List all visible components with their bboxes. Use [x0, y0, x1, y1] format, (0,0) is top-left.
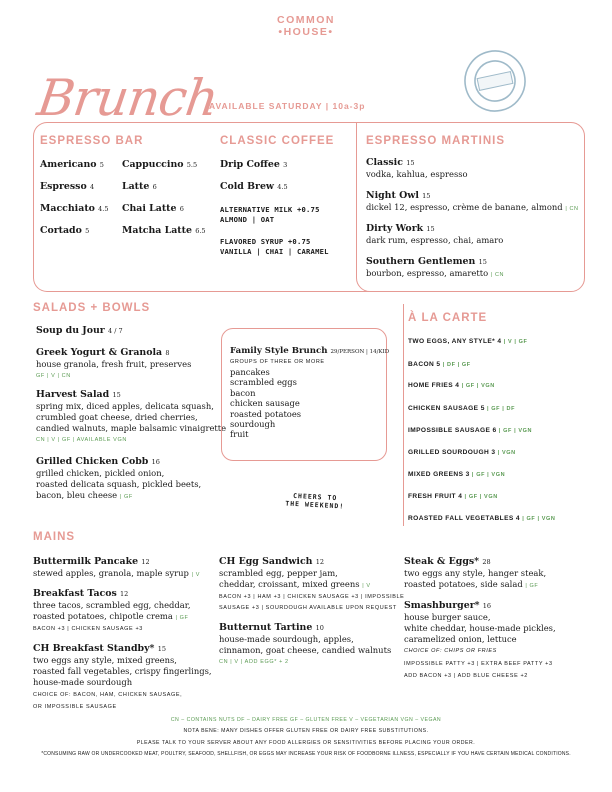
availability-text: AVAILABLE SATURDAY | 10a-3p: [209, 101, 366, 111]
menu-item: Soup du Jour 4 / 7: [36, 325, 123, 336]
add-ons: IMPOSSIBLE PATTY +3 | EXTRA BEEF PATTY +3 ADD BACON +3 | ADD BLUE CHEESE +2: [404, 661, 553, 679]
menu-item: Smashburger* 16: [404, 600, 492, 611]
menu-item: Greek Yogurt & Granola 8: [36, 347, 170, 358]
a-la-carte-item: TWO EGGS, ANY STYLE* 4 | V | GF: [408, 338, 528, 345]
logo-line-1: COMMON: [277, 14, 335, 26]
item-description: stewed apples, granola, maple syrup | V: [33, 568, 201, 578]
diet-legend: CN – CONTAINS NUTS DF – DAIRY FREE GF – GLUTEN FREE V – VEGETARIAN VGN – VEGAN: [170, 717, 442, 723]
logo-line-2: •HOUSE•: [278, 26, 334, 38]
item-description: vodka, kahlua, espresso: [366, 169, 468, 179]
menu-item: Southern Gentlemen 15: [366, 256, 487, 267]
menu-item: Matcha Latte 6.5: [122, 225, 206, 236]
menu-item: Dirty Work 15: [366, 223, 435, 234]
stamp-seal: [462, 48, 528, 114]
mains-title: MAINS: [33, 531, 76, 543]
menu-item: Buttermilk Pancake 12: [33, 556, 150, 567]
a-la-carte-title: À LA CARTE: [408, 312, 488, 324]
item-description: dickel 12, espresso, crème de banane, almond | CN: [366, 202, 579, 212]
a-la-carte-item: IMPOSSIBLE SAUSAGE 6 | GF | VGN: [408, 427, 533, 434]
menu-item: CH Egg Sandwich 12: [219, 556, 325, 567]
a-la-carte-item: FRESH FRUIT 4 | GF | VGN: [408, 493, 498, 500]
a-la-carte-item: CHICKEN SAUSAGE 5 | GF | DF: [408, 405, 516, 412]
menu-item: Drip Coffee 3: [220, 159, 288, 170]
page-title: Brunch: [33, 69, 222, 127]
espresso-bar-title: ESPRESSO BAR: [40, 135, 144, 147]
menu-item: Cold Brew 4.5: [220, 181, 288, 192]
item-description: two eggs any style, mixed greens, roasted fall vegetables, crispy fingerlings, house-made sourdough: [33, 655, 212, 687]
menu-item: Steak & Eggs* 28: [404, 556, 491, 567]
item-description: scrambled egg, pepper jam, cheddar, croissant, mixed greens | V: [219, 568, 371, 589]
menu-item: Grilled Chicken Cobb 16: [36, 456, 160, 467]
choice-note: CHOICE OF: BACON, HAM, CHICKEN SAUSAGE, OR IMPOSSIBLE SAUSAGE: [33, 692, 183, 710]
item-description: two eggs any style, hanger steak, roasted potatoes, side salad | GF: [404, 568, 547, 589]
menu-item: Espresso 4: [40, 181, 95, 192]
menu-item: Family Style Brunch 29/PERSON | 14/KID: [230, 346, 390, 356]
a-la-carte-item: BACON 5 | DF | GF: [408, 361, 471, 368]
raw-food-warning: *CONSUMING RAW OR UNDERCOOKED MEAT, POULTRY, SEAFOOD, SHELLFISH, OR EGGS MAY INCREASE YOUR RISK OF FOODBORNE ILLNESS, ESPECIALLY IF YOU HAVE CERTAIN MEDICAL CONDITIONS.: [41, 751, 571, 757]
menu-item: Harvest Salad 15: [36, 389, 121, 400]
a-la-carte-divider: [403, 304, 404, 526]
menu-item: Classic 15: [366, 157, 415, 168]
menu-item: Butternut Tartine 10: [219, 622, 324, 633]
allergy-note: PLEASE TALK TO YOUR SERVER ABOUT ANY FOOD ALLERGIES OR SENSITIVITIES BEFORE PLACING YOUR ORDER.: [136, 740, 476, 746]
menu-item: Breakfast Tacos 12: [33, 588, 129, 599]
item-description: spring mix, diced apples, delicata squash, crumbled goat cheese, dried cherries, candied walnuts, maple balsamic vinaigrette: [36, 401, 227, 433]
a-la-carte-item: ROASTED FALL VEGETABLES 4 | GF | VGN: [408, 515, 556, 522]
menu-item: CH Breakfast Standby* 15: [33, 643, 166, 654]
a-la-carte-item: MIXED GREENS 3 | GF | VGN: [408, 471, 506, 478]
item-description: three tacos, scrambled egg, cheddar, roasted potatoes, chipotle crema | GF: [33, 600, 191, 621]
choice-note: CHOICE OF: CHIPS OR FRIES: [404, 648, 497, 654]
salads-title: SALADS + BOWLS: [33, 302, 151, 314]
menu-item: Cortado 5: [40, 225, 90, 236]
menu-item: Cappuccino 5.5: [122, 159, 198, 170]
menu-item: Chai Latte 6: [122, 203, 184, 214]
family-items: pancakes scrambled eggs bacon chicken sausage roasted potatoes sourdough fruit: [230, 367, 302, 440]
item-description: house granola, fresh fruit, preserves: [36, 359, 192, 369]
alt-milk-note: ALTERNATIVE MILK +0.75 ALMOND | OAT: [220, 205, 320, 224]
item-description: grilled chicken, pickled onion, roasted delicata squash, pickled beets, bacon, bleu cheese | GF: [36, 468, 202, 500]
item-description: bourbon, espresso, amaretto | CN: [366, 268, 505, 278]
logo: [268, 14, 344, 38]
espresso-martinis-title: ESPRESSO MARTINIS: [366, 135, 506, 147]
add-ons: BACON +3 | HAM +3 | CHICKEN SAUSAGE +3 | IMPOSSIBLE SAUSAGE +3 | SOURDOUGH AVAILABLE UPON REQUEST: [219, 594, 405, 611]
diet-tags: CN | V | ADD EGG* + 2: [219, 659, 289, 665]
cheers-note: CHEERS TO THE WEEKEND!: [285, 491, 345, 511]
syrup-note: FLAVORED SYRUP +0.75 VANILLA | CHAI | CARAMEL: [220, 237, 329, 256]
a-la-carte-item: GRILLED SOURDOUGH 3 | VGN: [408, 449, 516, 456]
item-description: dark rum, espresso, chai, amaro: [366, 235, 504, 245]
diet-tags: GF | V | CN: [36, 373, 71, 379]
family-subtitle: GROUPS OF THREE OR MORE: [230, 359, 325, 365]
item-description: house burger sauce, white cheddar, house-made pickles, caramelized onion, lettuce: [404, 612, 556, 644]
menu-item: Macchiato 4.5: [40, 203, 109, 214]
nota-bene: NOTA BENE: MANY DISHES OFFER GLUTEN FREE OR DAIRY FREE SUBSTITUTIONS.: [183, 728, 429, 734]
classic-coffee-title: CLASSIC COFFEE: [220, 135, 335, 147]
menu-item: Latte 6: [122, 181, 157, 192]
a-la-carte-item: HOME FRIES 4 | GF | VGN: [408, 382, 495, 389]
item-description: house-made sourdough, apples, cinnamon, goat cheese, candied walnuts: [219, 634, 392, 655]
menu-item: Night Owl 15: [366, 190, 431, 201]
diet-tags: CN | V | GF | AVAILABLE VGN: [36, 437, 127, 443]
menu-item: Americano 5: [40, 159, 104, 170]
add-ons: BACON +3 | CHICKEN SAUSAGE +3: [33, 626, 143, 632]
